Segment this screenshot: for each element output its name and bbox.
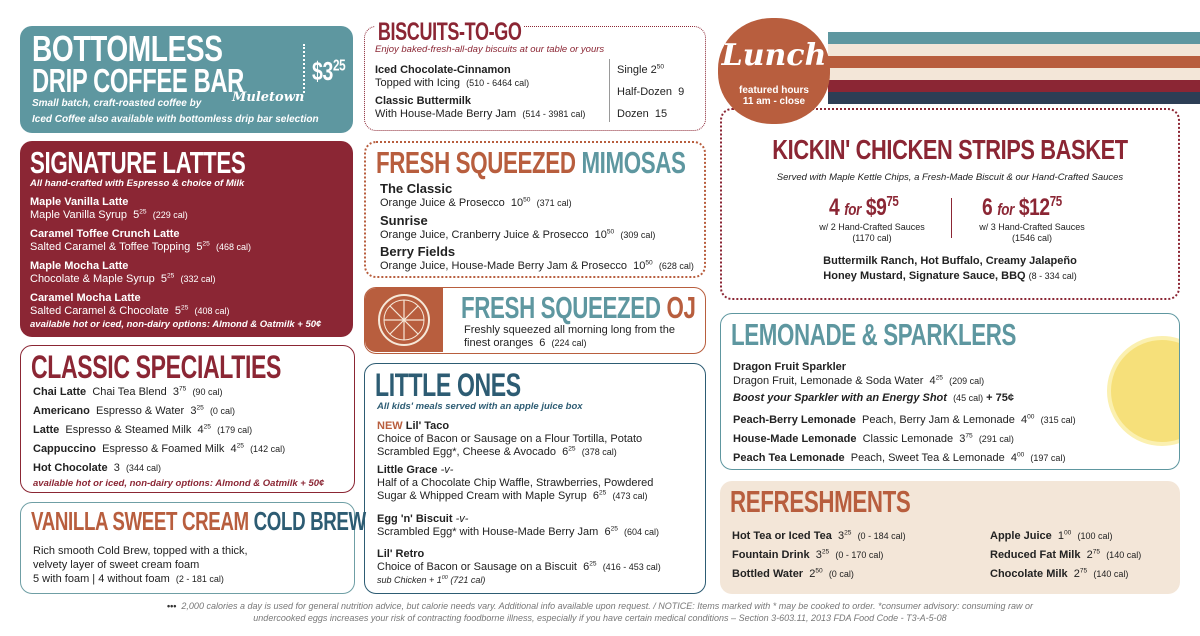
option-6-strips: 6 for $\$12^{75}$ w/ 3 Hand-Crafted Sauces (1546 cal) xyxy=(979,194,1085,243)
section-title: CLASSIC SPECIALTIES xyxy=(31,349,282,385)
menu-item: Classic Buttermilk With House-Made Berry Jam (514 - 3981 cal) xyxy=(375,95,586,120)
menu-item: Latte Espresso & Steamed Milk $4^{25}$ (179 cal) xyxy=(33,423,253,436)
roaster-note: Small batch, craft-roasted coffee by xyxy=(32,98,202,109)
menu-item: Chai Latte Chai Tea Blend $3^{75}$ (90 cal) xyxy=(33,385,223,398)
menu-item: NEW Lil' Taco Choice of Bacon or Sausage on a Flour Tortilla, Potato Scrambled Egg*, Cheese & Avocado $6^{25}$ (378 cal) xyxy=(377,420,643,458)
section-footnote: available hot or iced, non-dairy options: Almond & Oatmilk + 50¢ xyxy=(30,319,322,330)
menu-item: Apple Juice $1^{00}$ (100 cal) xyxy=(990,529,1113,542)
section-subtitle: All kids' meals served with an apple juice box xyxy=(377,401,583,412)
section-title: FRESH SQUEEZED OJ xyxy=(461,290,696,325)
divider xyxy=(609,59,610,122)
menu-item: Lil' Retro Choice of Bacon or Sausage on a Biscuit $6^{25}$ (416 - 453 cal) sub Chicken + $1^{00}$ (721 cal) xyxy=(377,548,661,585)
stripe xyxy=(828,68,1200,80)
divider xyxy=(951,198,952,238)
menu-item: Americano Espresso & Water $3^{25}$ (0 cal) xyxy=(33,404,235,417)
little-ones-section xyxy=(364,363,706,594)
price-dozen: Dozen 15 xyxy=(617,108,668,120)
menu-item: Peach Tea Lemonade Peach, Sweet Tea & Lemonade $4^{00}$ (197 cal) xyxy=(733,451,1066,464)
menu-item: Little Grace -v- Half of a Chocolate Chip Waffle, Strawberries, Powdered Sugar & Whipped Cream with Maple Syrup $6^{25}$ (473 cal) xyxy=(377,464,654,502)
lunch-badge: Lunch featured hours 11 am - close xyxy=(718,18,830,124)
menu-item: Caramel Mocha Latte Salted Caramel & Chocolate $5^{25}$ (408 cal) xyxy=(30,292,230,317)
section-title: LITTLE ONES xyxy=(375,367,521,403)
section-title: BOTTOMLESS xyxy=(32,28,223,69)
menu-item: Fountain Drink $3^{25}$ (0 - 170 cal) xyxy=(732,548,884,561)
section-title-line2: DRIP COFFEE BAR xyxy=(32,62,244,99)
menu-item: Cappuccino Espresso & Foamed Milk $4^{25}$ (142 cal) xyxy=(33,442,286,455)
iced-coffee-note: Iced Coffee also available with bottomless drip bar selection xyxy=(32,114,319,125)
menu-item: Maple Mocha Latte Chocolate & Maple Syrup $5^{25}$ (332 cal) xyxy=(30,260,216,285)
section-title: VANILLA SWEET CREAM COLD BREW xyxy=(31,506,366,536)
menu-item: The Classic Orange Juice & Prosecco $10^{50}$ (371 cal) xyxy=(380,181,572,209)
price-half-dozen: Half-Dozen 9 xyxy=(617,86,685,98)
cold-brew-section xyxy=(20,502,366,594)
classic-specialties-section xyxy=(20,345,355,493)
boost-note: Boost your Sparkler with an Energy Shot (45 cal) + 75¢ xyxy=(733,392,1014,404)
lemon-slice-icon xyxy=(1107,336,1180,446)
orange-slice-icon xyxy=(365,288,443,352)
menu-item: Berry Fields Orange Juice, House-Made Berry Jam & Prosecco $10^{50}$ (628 cal) xyxy=(380,244,694,272)
menu-item: Maple Vanilla Latte Maple Vanilla Syrup $5^{25}$ (229 cal) xyxy=(30,196,188,221)
section-title: BISCUITS-TO-GO xyxy=(375,18,524,47)
dotted-divider xyxy=(303,44,305,93)
section-title: FRESH SQUEEZED MIMOSAS xyxy=(376,145,686,180)
menu-item: Egg 'n' Biscuit -v- Scrambled Egg* with House-Made Berry Jam $6^{25}$ (604 cal) xyxy=(377,513,660,538)
sauce-list: Buttermilk Ranch, Hot Buffalo, Creamy Jalapeño Honey Mustard, Signature Sauce, BBQ (8 - 334 cal) xyxy=(823,255,1077,282)
menu-item: Caramel Toffee Crunch Latte Salted Caramel & Toffee Topping $5^{25}$ (468 cal) xyxy=(30,228,251,253)
menu-item: Reduced Fat Milk $2^{75}$ (140 cal) xyxy=(990,548,1142,561)
nutrition-disclaimer: ••• 2,000 calories a day is used for general nutrition advice, but calorie needs vary. Additional info available upon request. / NOTICE: Items marked with * may be cooked to order. *consumer advisory: consuming raw or undercooked eggs increases your risk of contracting foodborne illness, especially if you have certain medical conditions – Section 3-603.11, 2013 FDA Food Code - T3-A-5-08 xyxy=(166,601,1034,623)
menu-item: Sunrise Orange Juice, Cranberry Juice & Prosecco $10^{50}$ (309 cal) xyxy=(380,213,656,241)
chicken-strips-section xyxy=(720,108,1180,300)
mimosas-section xyxy=(364,141,706,278)
muletown-logo: Muletown xyxy=(232,90,305,105)
stripe xyxy=(828,56,1200,68)
oj-description: Freshly squeezed all morning long from the finest oranges 6 (224 cal) xyxy=(464,324,675,349)
section-title: KICKIN' CHICKEN STRIPS BASKET xyxy=(772,134,1128,165)
stripe xyxy=(828,44,1200,56)
menu-item: Chocolate Milk $2^{75}$ (140 cal) xyxy=(990,567,1129,580)
section-title: LEMONADE & SPARKLERS xyxy=(731,317,1017,352)
option-4-strips: 4 for $\$9^{75}$ w/ 2 Hand-Crafted Sauces (1170 cal) xyxy=(819,194,925,243)
stripe xyxy=(828,92,1200,104)
price: $\$3^{25}$ xyxy=(312,56,346,86)
section-title: SIGNATURE LATTES xyxy=(30,145,246,180)
menu-item: Hot Chocolate 3 (344 cal) xyxy=(33,462,161,474)
section-subtitle: Served with Maple Kettle Chips, a Fresh-Made Biscuit & our Hand-Crafted Sauces xyxy=(776,172,1124,183)
section-footnote: available hot or iced, non-dairy options: Almond & Oatmilk + 50¢ xyxy=(33,478,325,489)
cold-brew-description: Rich smooth Cold Brew, topped with a thick, velvety layer of sweet cream foam 5 with foam | 4 without foam (2 - 181 cal) xyxy=(33,545,248,585)
price-single: Single $2^{50}$ xyxy=(617,63,665,76)
menu-item: Iced Chocolate-Cinnamon Topped with Icing (510 - 6464 cal) xyxy=(375,64,530,89)
fresh-squeezed-oj-section xyxy=(364,287,706,354)
refreshments-section xyxy=(720,481,1180,594)
menu-item: Peach-Berry Lemonade Peach, Berry Jam & Lemonade $4^{00}$ (315 cal) xyxy=(733,413,1076,426)
bottomless-drip-coffee-section xyxy=(20,26,353,133)
section-subtitle: Enjoy baked-fresh-all-day biscuits at our table or yours xyxy=(375,44,605,55)
biscuits-to-go-section xyxy=(364,18,706,131)
lemonade-sparklers-section xyxy=(720,313,1180,470)
menu-item: Hot Tea or Iced Tea $3^{25}$ (0 - 184 cal) xyxy=(732,529,906,542)
stripe xyxy=(828,80,1200,92)
signature-lattes-section xyxy=(20,141,353,337)
stripe xyxy=(828,32,1200,44)
menu-item: Dragon Fruit Sparkler Dragon Fruit, Lemonade & Soda Water $4^{25}$ (209 cal) xyxy=(733,361,985,387)
section-subtitle: All hand-crafted with Espresso & choice of Milk xyxy=(30,178,245,189)
menu-item: Bottled Water $2^{50}$ (0 cal) xyxy=(732,567,854,580)
section-title: REFRESHMENTS xyxy=(730,484,911,519)
menu-item: House-Made Lemonade Classic Lemonade $3^{75}$ (291 cal) xyxy=(733,432,1014,445)
